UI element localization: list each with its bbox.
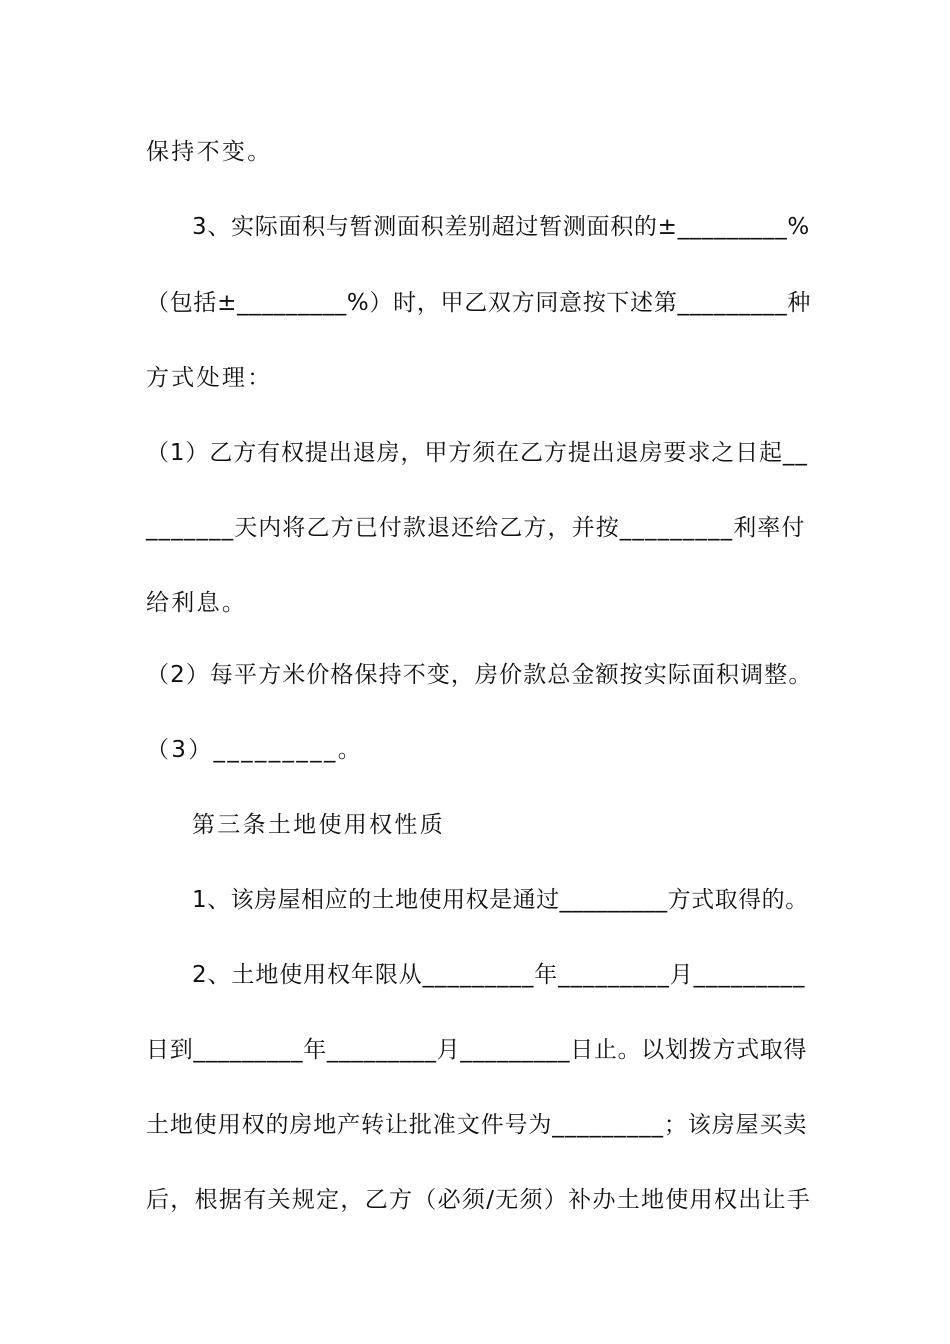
text-line-9: （3）_________。: [146, 737, 364, 763]
text-line-13: 日到_________年_________月_________日止。以划拨方式取得: [146, 1037, 808, 1063]
text-line-2: 3、实际面积与暂测面积差别超过暂测面积的±_________%: [192, 214, 810, 240]
text-line-14: 土地使用权的房地产转让批准文件号为_________；该房屋买卖: [146, 1112, 808, 1138]
text-line-15: 后，根据有关规定，乙方（必须/无须）补办土地使用权出让手: [146, 1187, 812, 1213]
text-line-5: （1）乙方有权提出退房，甲方须在乙方提出退房要求之日起__: [146, 440, 808, 466]
text-line-3: （包括±_________%）时，甲乙双方同意按下述第_________种: [146, 290, 812, 316]
text-line-8: （2）每平方米价格保持不变，房价款总金额按实际面积调整。: [146, 662, 813, 688]
text-line-11: 1、该房屋相应的土地使用权是通过_________方式取得的。: [192, 887, 809, 913]
text-line-4: 方式处理：: [146, 365, 273, 391]
text-line-12: 2、土地使用权年限从_________年_________月_________: [192, 962, 806, 988]
section-heading: 第三条土地使用权性质: [192, 812, 445, 838]
text-line-6: _______天内将乙方已付款退还给乙方，并按_________利率付: [146, 515, 806, 541]
text-line-7: 给利息。: [146, 590, 248, 616]
text-line-1: 保持不变。: [146, 139, 273, 165]
